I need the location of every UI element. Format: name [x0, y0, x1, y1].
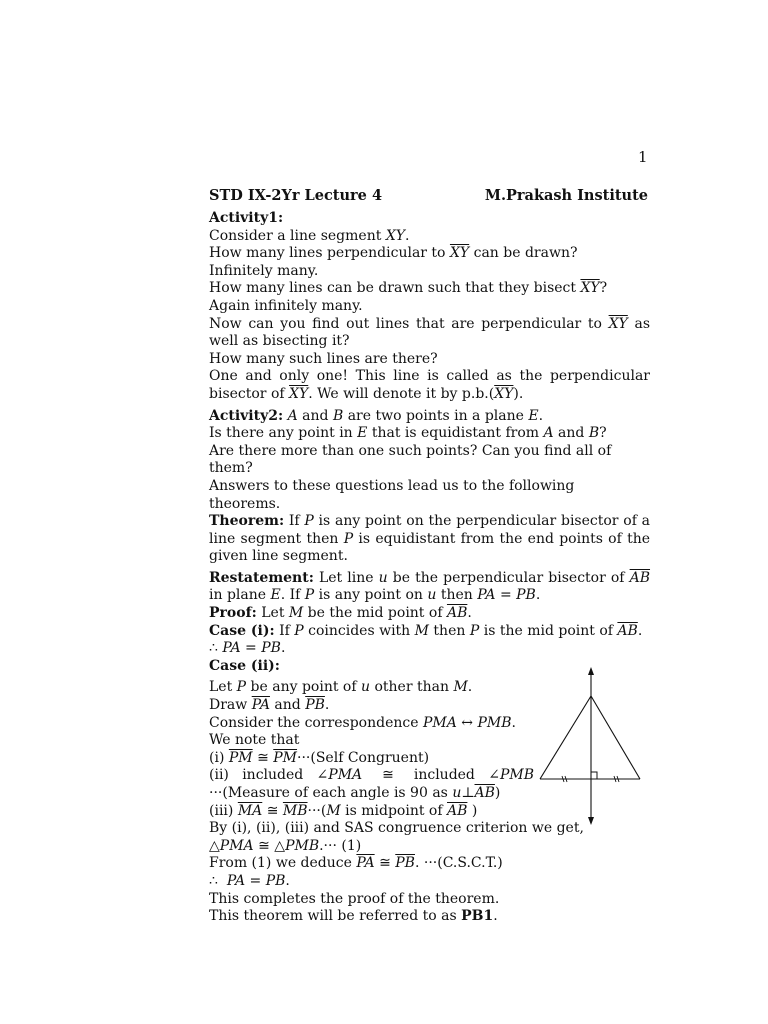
restatement-text: Restatement: Let line u be the perpendicular bisector of $\overline{AB}$ in plane E. If P is any point on u then PA = PB. [209, 569, 651, 604]
activity1-line-7: How many such lines are there? [209, 350, 438, 367]
arrow-down-icon [588, 817, 594, 825]
page-number: 1 [638, 148, 648, 166]
case1-heading: Case (i): [209, 622, 275, 639]
case2-line-9: △PMA ≅ △PMB.··· (1) [209, 837, 362, 854]
case2-line-10: From (1) we deduce $\overline{PA}$ ≅ $\overline{PB}$. ···(C.S.C.T.) [209, 855, 503, 872]
activity1-line-5: Again infinitely many. [209, 297, 363, 314]
case2-line-13: This theorem will be referred to as PB1. [209, 908, 498, 925]
case2-line-12: This completes the proof of the theorem. [209, 890, 500, 907]
activity1-heading: Activity1: [209, 210, 284, 226]
activity1-line-1: Consider a line segment XY. [209, 227, 410, 244]
right-angle-mark [591, 772, 597, 779]
case1-conclusion: ∴ PA = PB. [209, 640, 286, 657]
activity1-line-4: How many lines can be drawn such that they bisect $\overline{XY}$? [209, 280, 608, 297]
activity2-line-1: Activity2: A and B are two points in a plane E. [209, 407, 544, 424]
document-header [209, 187, 648, 204]
perpendicular-bisector-triangle-figure [539, 664, 649, 829]
case2-text [209, 679, 534, 820]
theorem-heading: Theorem: [209, 513, 285, 530]
case2-line-8: By (i), (ii), (iii) and SAS congruence criterion we get, [209, 820, 584, 837]
case2-block [209, 679, 650, 925]
document-body [209, 210, 650, 926]
restatement-heading: Restatement: [209, 569, 314, 586]
case2-line-1: Let P be any point of u other than M. [209, 679, 473, 696]
case1-text: Case (i): If P coincides with M then P is the mid point of $\overline{AB}$. [209, 622, 643, 639]
case2-line-6: (ii) included ∠PMA ≅ included ∠PMB ···(Measure of each angle is 90 as $u\perp\overline{AB}$) [209, 767, 534, 801]
case2-line-7: (iii) $\overline{MA}$ ≅ $\overline{MB}\cdot\cdot\cdot(M$ is midpoint of $\overline{AB}$ ) [209, 802, 478, 819]
header-right: M.Prakash Institute [484, 187, 648, 204]
case2-line-3: Consider the correspondence PMA ↔ PMB. [209, 714, 516, 731]
activity1-line-8: One and only one! This line is called as the perpendicular bisector of $\overline{XY}$. We will denote it by $p.b.(\overline{XY})$. [209, 368, 650, 402]
segment-pb [591, 696, 640, 779]
activity1-line-6: Now can you find out lines that are perpendicular to $\overline{XY}$ as well as bisecting it? [209, 315, 650, 350]
activity2-heading: Activity2: [209, 407, 284, 424]
activity2-line-4: Answers to these questions lead us to the following theorems. [209, 477, 575, 512]
activity1-line-2: How many lines perpendicular to $\overline{XY}$ can be drawn? [209, 245, 578, 262]
case2-heading: Case (ii): [209, 657, 280, 674]
case2-line-11: ∴ PA = PB. [209, 872, 290, 889]
header-left: STD IX-2Yr Lecture 4 [209, 187, 383, 204]
activity2-line-2: Is there any point in E that is equidistant from A and B? [209, 425, 607, 442]
segment-pa [540, 696, 591, 779]
case2-line-2: Draw $\overline{PA}$ and $\overline{PB}$. [209, 697, 330, 714]
case2-line-4: We note that [209, 732, 300, 749]
case2-line-5: (i) $\overline{PM}$ ≅ $\overline{PM}\cdot\cdot\cdot(Self$ Congruent) [209, 749, 430, 766]
activity1-line-3: Infinitely many. [209, 262, 319, 279]
theorem-text: Theorem: If P is any point on the perpendicular bisector of a line segment then P is equidistant from the end points of the given line segment. [209, 513, 651, 565]
activity2-line-3: Are there more than one such points? Can you find all of them? [209, 442, 612, 477]
proof-heading: Proof: [209, 605, 257, 622]
proof-text: Proof: Let M be the mid point of $\overline{AB}$. [209, 605, 472, 622]
arrow-up-icon [588, 667, 594, 675]
